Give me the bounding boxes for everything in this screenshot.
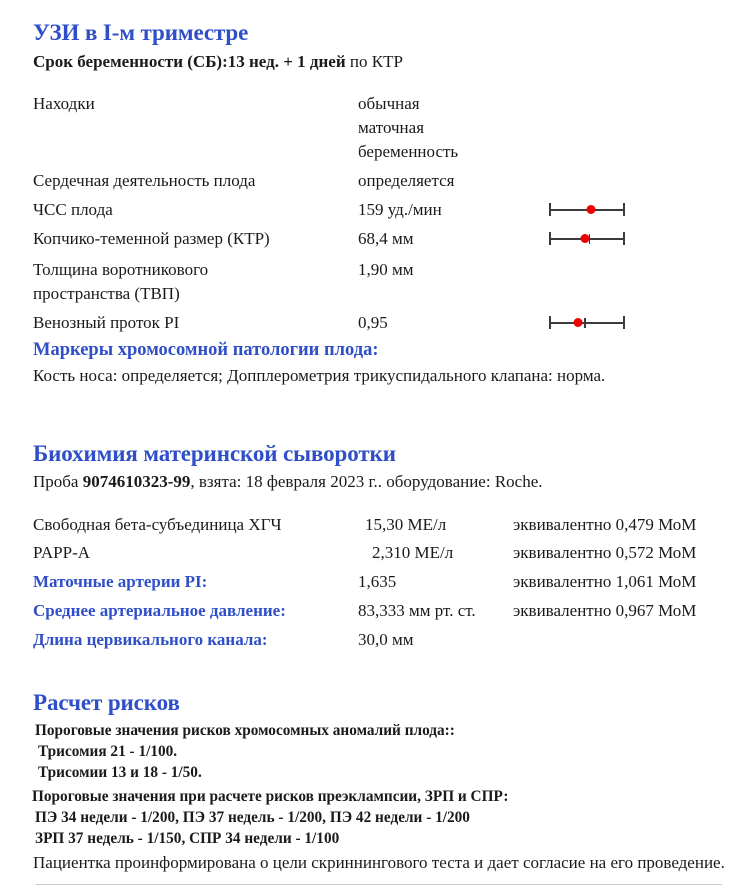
bio-mom-free-beta-hcg: эквивалентно 0,479 МоМ [513,515,697,534]
range-value-dot [581,234,590,243]
us-row-label-cardiac-activity: Сердечная деятельность плода [33,171,256,190]
us-row-value-nuchal-translucency: 1,90 мм [358,260,414,279]
us-row-value-findings-line2: маточная [358,118,425,137]
bio-value-mean-arterial-pressure: 83,333 мм рт. ст. [358,601,476,620]
range-cap-right [623,203,625,216]
range-cap-right [623,232,625,245]
bio-label-cervical-length: Длина цервикального канала: [33,630,268,649]
bio-mom-uterine-artery-pi: эквивалентно 1,061 МоМ [513,572,697,591]
us-row-label-crown-rump-length: Копчико-теменной размер (КТР) [33,229,270,248]
range-marker-ductus-venosus-pi [549,316,625,330]
us-row-value-findings-line1: обычная [358,94,420,113]
us-row-label-ductus-venosus-pi: Венозный проток PI [33,313,180,332]
chromosomal-markers-heading: Маркеры хромосомной патологии плода: [33,340,379,360]
us-row-label-nuchal-translucency-line1: Толщина воротникового [33,260,209,279]
range-value-dot [573,318,582,327]
us-row-label-nuchal-translucency-line2: пространства (ТВП) [33,284,180,303]
range-axis [549,322,625,324]
range-cap-left [549,232,551,245]
us-row-label-fetal-heart-rate: ЧСС плода [33,200,113,219]
bio-value-cervical-length: 30,0 мм [358,630,414,649]
us-row-value-findings-line3: беременность [358,142,459,161]
risk-preeclampsia-heading: Пороговые значения при расчете рисков преэклампсии, ЗРП и СПР: [32,788,509,805]
bio-label-free-beta-hcg: Свободная бета-субъединица ХГЧ [33,515,282,534]
biochemistry-section-title: Биохимия материнской сыворотки [33,441,396,466]
risk-preeclampsia-thresholds: ПЭ 34 недели - 1/200, ПЭ 37 недель - 1/200, ПЭ 42 недели - 1/200 [35,809,470,826]
chromosomal-markers-text: Кость носа: определяется; Допплерометрия трикуспидального клапана: норма. [33,366,606,385]
gestational-age-line [33,52,403,72]
bio-label-mean-arterial-pressure: Среднее артериальное давление: [33,601,286,620]
range-cap-left [549,203,551,216]
range-cap-left [549,316,551,329]
us-row-value-ductus-venosus-pi: 0,95 [358,313,388,332]
bio-mom-mean-arterial-pressure: эквивалентно 0,967 МоМ [513,601,697,620]
bio-value-uterine-artery-pi: 1,635 [358,572,397,591]
sample-date-equipment: , взята: 18 февраля 2023 г.. оборудование: Roche. [190,472,543,491]
risk-section-title: Расчет рисков [33,690,180,715]
bio-value-free-beta-hcg: 15,30 МЕ/л [365,515,447,534]
us-row-label-findings: Находки [33,94,95,113]
footer-divider [36,884,722,885]
risk-fgr-sbr-thresholds: ЗРП 37 недель - 1/150, СПР 34 недели - 1/100 [35,830,340,847]
sample-info-line [33,472,543,492]
range-marker-fetal-heart-rate [549,203,625,217]
sample-id-value: 9074610323-99 [82,472,191,491]
gestational-age-value: Срок беременности (СБ):13 нед. + 1 дней [33,52,346,71]
gestational-age-method: по КТР [345,52,403,71]
range-marker-crown-rump-length [549,232,625,246]
bio-mom-papp-a: эквивалентно 0,572 МоМ [513,543,697,562]
risk-trisomy-13-18-threshold: Трисомии 13 и 18 - 1/50. [38,764,202,781]
us-row-value-fetal-heart-rate: 159 уд./мин [358,200,442,219]
range-cap-right [623,316,625,329]
range-value-dot [586,205,595,214]
bio-value-papp-a: 2,310 МЕ/л [372,543,454,562]
us-row-value-crown-rump-length: 68,4 мм [358,229,414,248]
ultrasound-section-title: УЗИ в I-м триместре [33,20,249,45]
range-median-tick [584,318,586,328]
us-row-value-cardiac-activity: определяется [358,171,455,190]
risk-trisomy-21-threshold: Трисомия 21 - 1/100. [38,743,178,760]
risk-chromosomal-heading: Пороговые значения рисков хромосомных аномалий плода:: [35,722,455,739]
patient-consent-text: Пациентка проинформирована о цели скриннингового теста и дает согласие на его проведение. [33,853,725,872]
bio-label-papp-a: PAPP-A [33,543,91,562]
bio-label-uterine-artery-pi: Маточные артерии PI: [33,572,208,591]
sample-prefix-label: Проба [33,472,83,491]
